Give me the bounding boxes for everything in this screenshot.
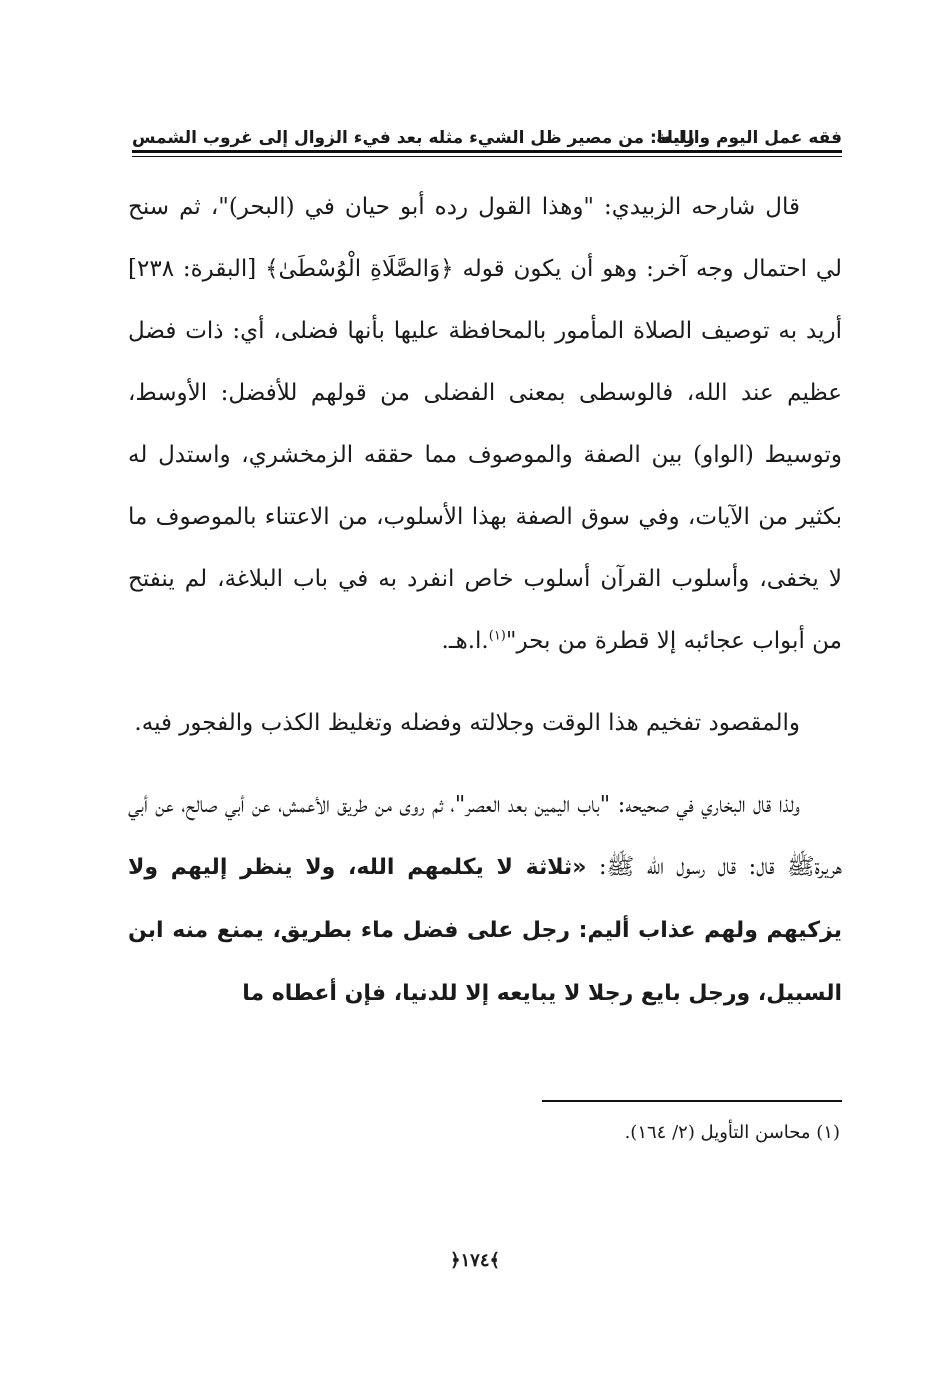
- hadith-text: «ثلاثة لا يكلمهم الله، ولا ينظر إليهم ولا يزكيهم ولهم عذاب أليم: رجل على فضل ماء بطريق، يمنع منه ابن السبيل، ورجل بايع رجلا لا يبايعه إلا للدنيا، فإن أعطاه ما: [128, 855, 842, 1006]
- header-rule-thick: [132, 150, 842, 153]
- paragraph-3-text: ولذا قال البخاري في صحيحه: "باب اليمين بعد العصر"، ثم روى من طريق الأعمش، عن أبي صالح، عن أبي هريرةﷺ قال: قال رسول الله ﷺ:: [128, 792, 842, 880]
- page-number: ﴿١٧٤﴾: [449, 1250, 501, 1271]
- footnote: (١) محاسن التأويل (٢/ ١٦٤).: [624, 1122, 840, 1143]
- paragraph-1: [128, 176, 842, 672]
- book-title: فقه عمل اليوم والليلة: [656, 128, 842, 148]
- paragraph-2: [128, 692, 842, 754]
- paragraph-3: [128, 774, 842, 1025]
- footnote-separator: [542, 1100, 842, 1102]
- paragraph-2-text: والمقصود تفخيم هذا الوقت وجلالته وفضله وتغليظ الكذب والفجور فيه.: [134, 710, 800, 736]
- paragraph-1-text: قال شارحه الزبيدي: "وهذا القول رده أبو حيان في (البحر)"، ثم سنح لي احتمال وجه آخر: وهو أن يكون قوله ﴿وَالصَّلَاةِ الْوُسْطَىٰ﴾ [البقرة: ٢٣٨] أريد به توصيف الصلاة المأمور بالمحافظة عليها بأنها فضلى، أي: ذات فضل عظيم عند الله، فالوسطى بمعنى الفضلى من قولهم للأفضل: الأوسط، وتوسيط (الواو) بين الصفة والموصوف مما حققه الزمخشري، واستدل له بكثير من الآيات، وفي سوق الصفة بهذا الأسلوب، من الاعتناء بالموصوف ما لا يخفى، وأسلوب القرآن أسلوب خاص انفرد به في باب البلاغة، لم ينفتح من أبواب عجائبه إلا قطرة من بحر": [128, 194, 842, 654]
- header-rule-thin: [132, 156, 842, 157]
- chapter-title: رابعا: من مصير ظل الشيء مثله بعد فيء الزوال إلى غروب الشمس: [132, 128, 695, 148]
- paragraph-1-ending: .ا.هـ.: [441, 628, 489, 654]
- body-text: [128, 176, 842, 1025]
- running-header: [132, 120, 842, 154]
- footnote-reference: (١): [488, 628, 506, 644]
